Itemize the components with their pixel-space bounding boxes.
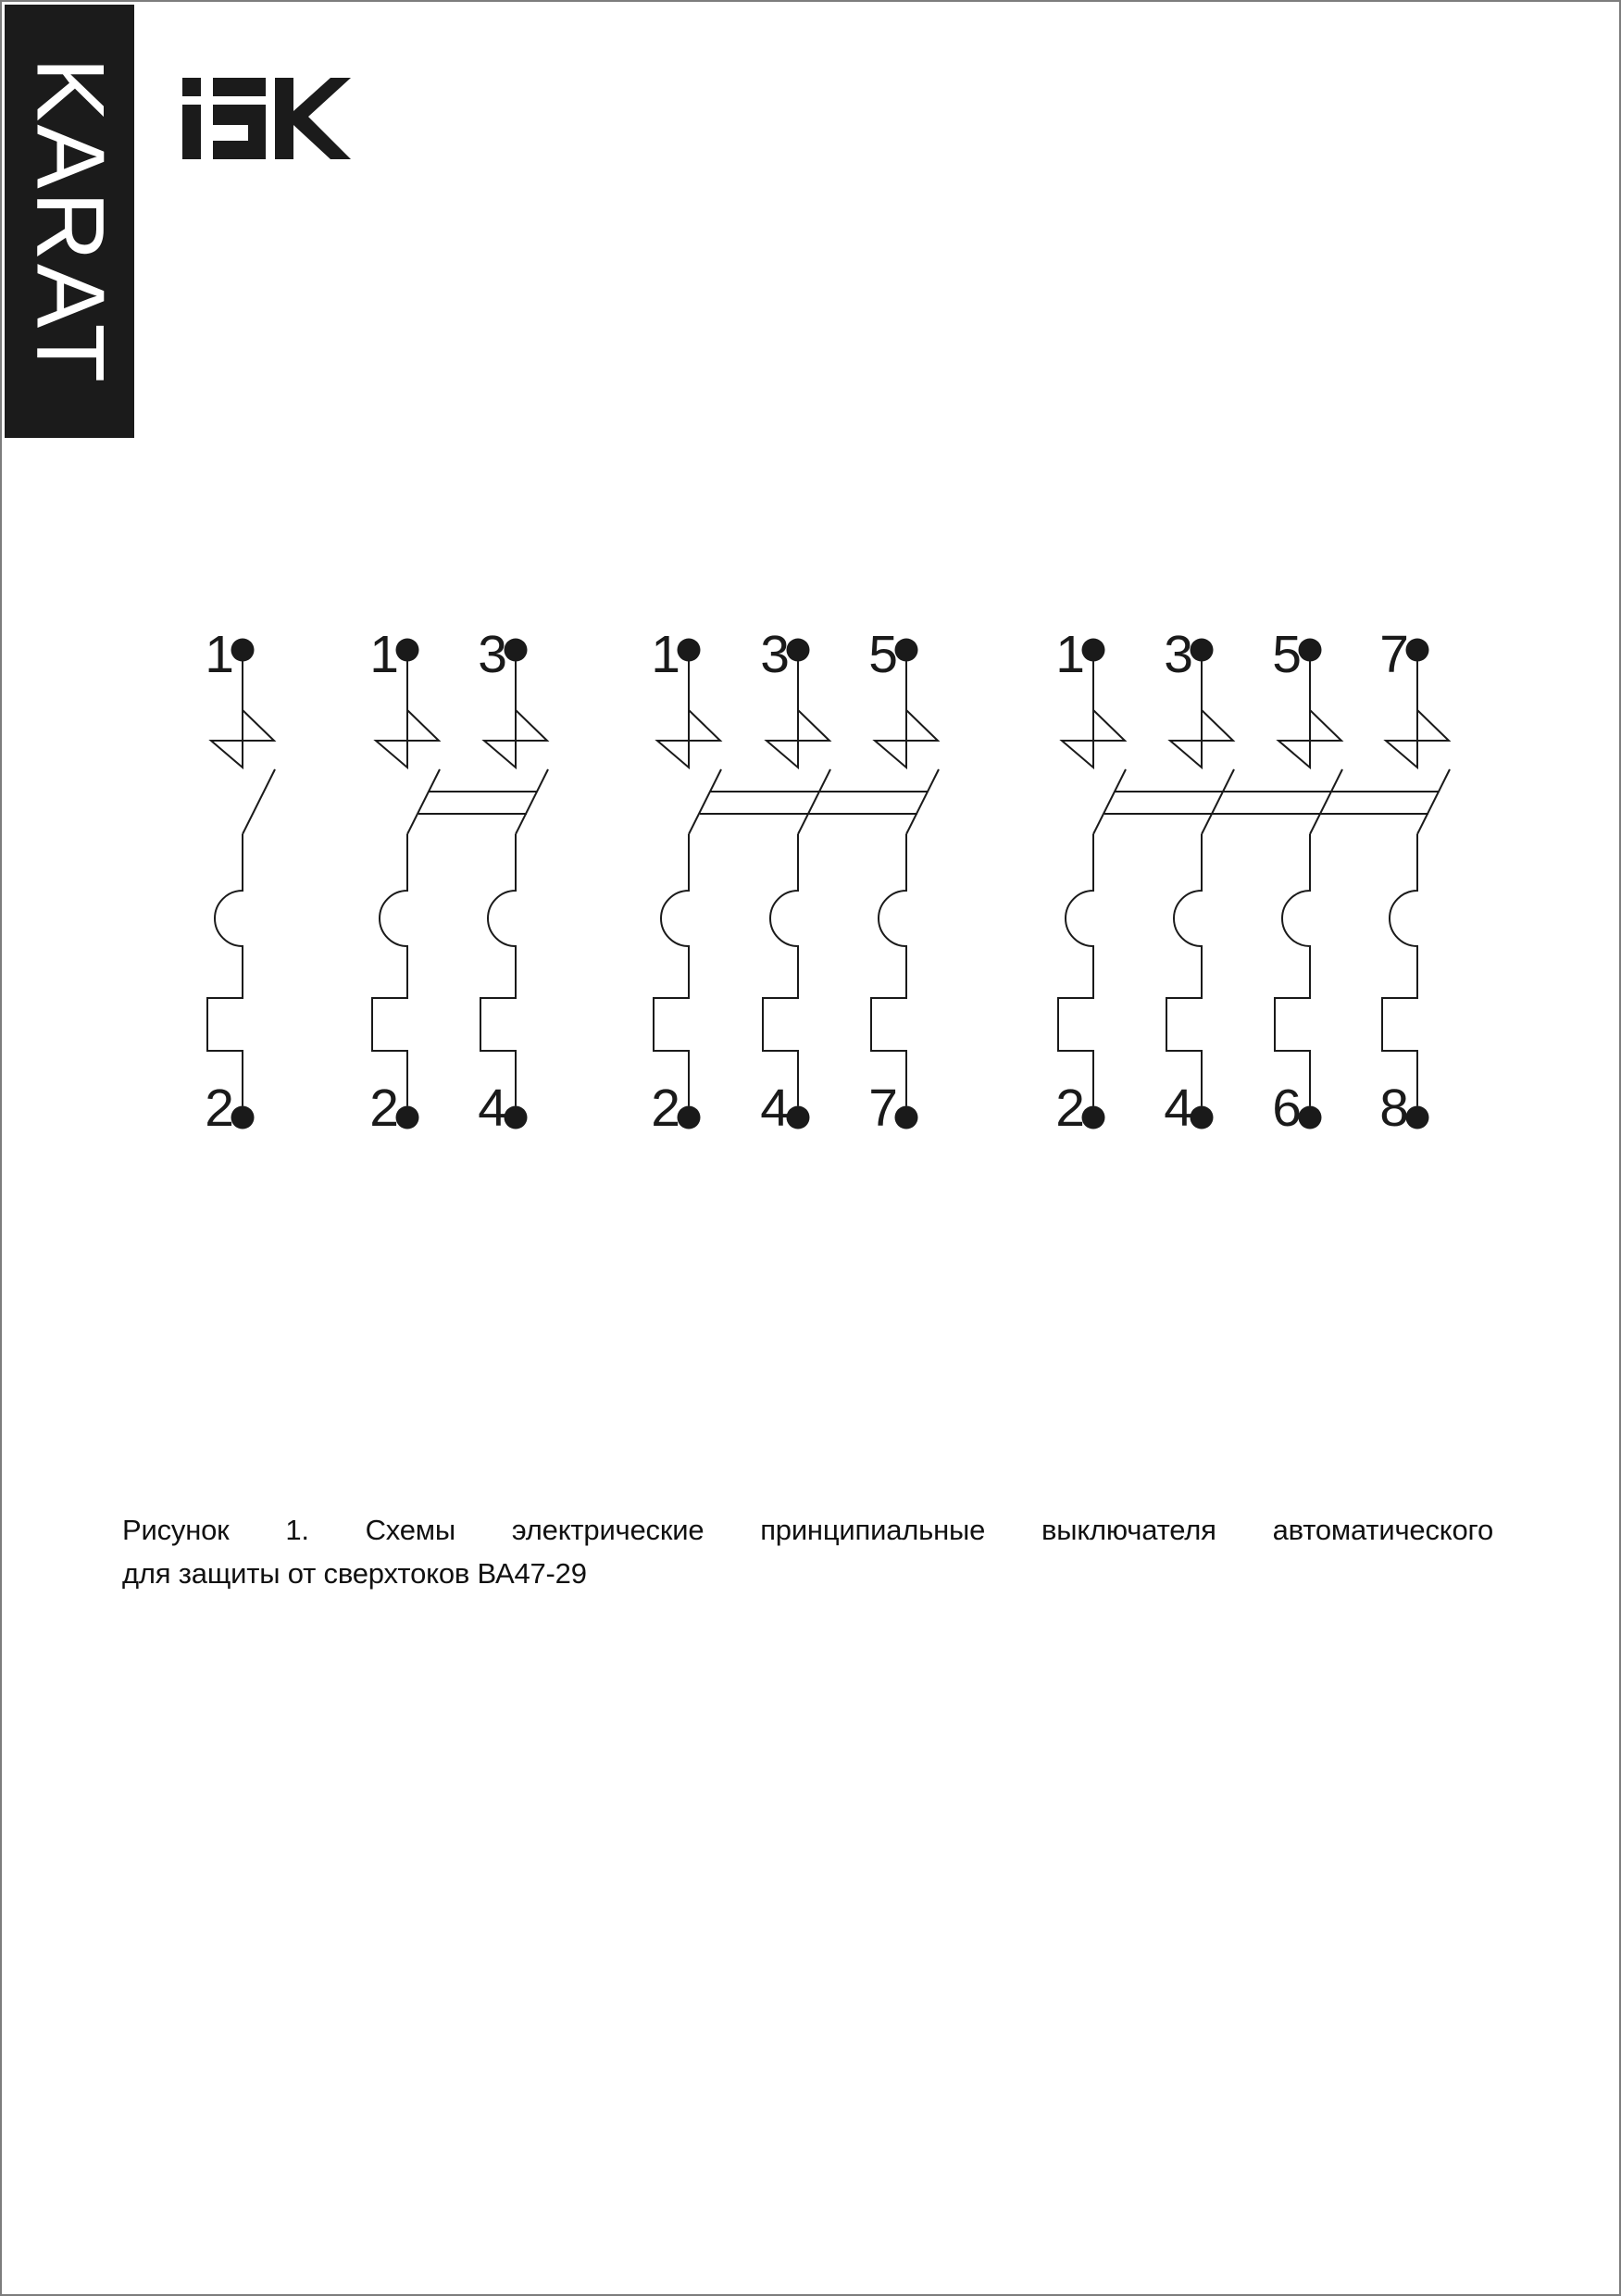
terminal-number-top: 7 [1379,625,1409,684]
terminal-number-top: 3 [478,625,507,684]
release-elements-line [1166,834,1202,1106]
terminal-number-bottom: 8 [1379,1079,1409,1138]
release-triangle-upper [1417,710,1449,741]
schematic-canvas [2,2,1621,2296]
contact-blade [516,769,548,834]
release-triangle-upper [516,710,547,741]
diagram-3-pole [651,625,939,1138]
terminal-number-bottom: 2 [369,1079,399,1138]
figure-caption-line1: Рисунок 1. Схемы электрические принципиальные выключателя автоматического [122,1514,1493,1546]
release-triangle-lower [657,741,689,767]
release-triangle-lower [211,741,243,767]
terminal-number-top: 1 [651,625,680,684]
series-banner-label: KARAT [16,56,124,386]
release-triangle-upper [689,710,720,741]
terminal-dot-bottom [1406,1106,1429,1129]
terminal-number-bottom: 2 [1055,1079,1085,1138]
pole [868,625,939,1138]
logo-i-stem [182,105,201,159]
terminal-number-bottom: 2 [651,1079,680,1138]
release-triangle-upper [1202,710,1233,741]
contact-blade [689,769,721,834]
terminal-number-bottom: 6 [1272,1079,1302,1138]
terminal-number-top: 5 [1272,625,1302,684]
release-triangle-upper [906,710,938,741]
terminal-number-top: 3 [1164,625,1193,684]
terminal-number-bottom: 7 [868,1079,898,1138]
release-elements-line [1275,834,1310,1106]
release-elements-line [207,834,243,1106]
logo-e-body [213,105,266,159]
figure-caption-line2: для защиты от сверхтоков ВА47-29 [122,1557,587,1590]
terminal-number-top: 1 [205,625,234,684]
terminal-dot-bottom [787,1106,810,1129]
release-elements-line [654,834,689,1106]
pole [760,625,830,1138]
pole [478,625,548,1138]
release-triangle-lower [875,741,906,767]
contact-blade [407,769,440,834]
diagram-2-pole [369,625,548,1138]
terminal-dot-bottom [1191,1106,1214,1129]
pole [1379,625,1450,1138]
terminal-dot-bottom [1299,1106,1322,1129]
release-triangle-lower [376,741,407,767]
circuit-diagrams [205,625,1450,1138]
contact-blade [1310,769,1342,834]
pole [1272,625,1342,1138]
logo-k [275,78,351,159]
contact-blade [906,769,939,834]
release-elements-line [763,834,798,1106]
release-triangle-upper [407,710,439,741]
contact-blade [798,769,830,834]
terminal-number-top: 1 [1055,625,1085,684]
pole [1164,625,1234,1138]
pole [1055,625,1126,1138]
release-triangle-lower [484,741,516,767]
terminal-dot-bottom [396,1106,419,1129]
diagram-1-pole [205,625,275,1138]
pole [369,625,440,1138]
diagram-4-pole [1055,625,1450,1138]
pole [651,625,721,1138]
logo-i-dot [182,78,201,96]
release-elements-line [372,834,407,1106]
terminal-number-bottom: 2 [205,1079,234,1138]
figure-caption [122,1508,1493,1595]
terminal-number-top: 3 [760,625,790,684]
terminal-number-bottom: 4 [760,1079,790,1138]
release-triangle-lower [1062,741,1093,767]
terminal-dot-bottom [505,1106,528,1129]
release-elements-line [480,834,516,1106]
release-elements-line [1382,834,1417,1106]
contact-blade [1417,769,1450,834]
iek-logo [182,78,351,159]
contact-blade [1093,769,1126,834]
release-triangle-lower [1170,741,1202,767]
terminal-dot-bottom [895,1106,918,1129]
logo-e-top-bar [213,78,266,96]
terminal-dot-bottom [1082,1106,1105,1129]
contact-blade [243,769,275,834]
release-elements-line [1058,834,1093,1106]
release-triangle-lower [1386,741,1417,767]
release-triangle-lower [767,741,798,767]
release-elements-line [871,834,906,1106]
release-triangle-upper [1310,710,1341,741]
terminal-dot-bottom [678,1106,701,1129]
terminal-number-top: 5 [868,625,898,684]
release-triangle-upper [798,710,829,741]
terminal-dot-bottom [231,1106,255,1129]
release-triangle-upper [1093,710,1125,741]
terminal-number-bottom: 4 [1164,1079,1193,1138]
release-triangle-lower [1278,741,1310,767]
pole [205,625,275,1138]
terminal-number-bottom: 4 [478,1079,507,1138]
terminal-number-top: 1 [369,625,399,684]
release-triangle-upper [243,710,274,741]
contact-blade [1202,769,1234,834]
